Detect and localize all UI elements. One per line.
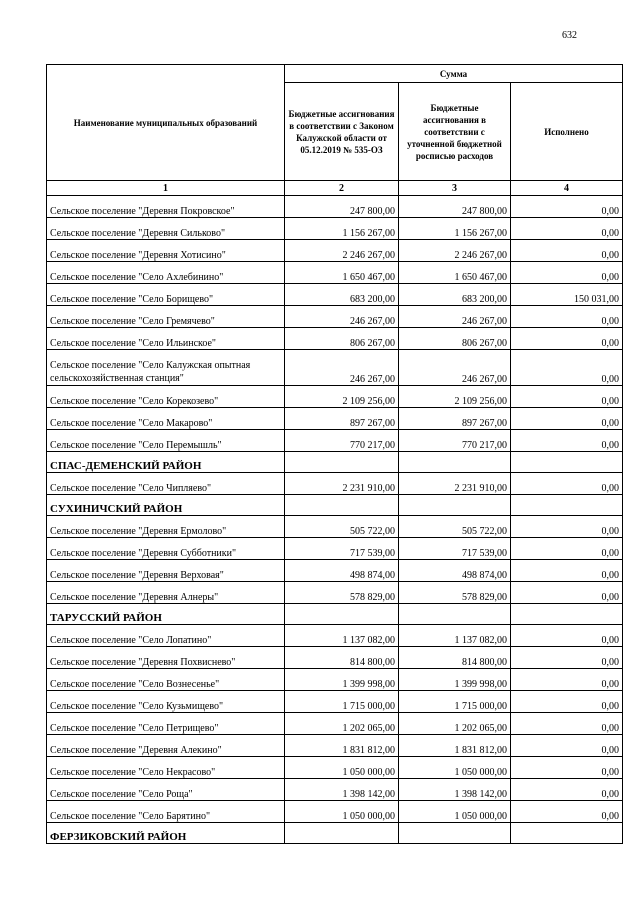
law-allocation-value: 247 800,00	[285, 196, 399, 218]
table-row	[47, 240, 623, 262]
law-allocation-value: 770 217,00	[285, 430, 399, 452]
district-name: СПАС-ДЕМЕНСКИЙ РАЙОН	[47, 452, 285, 473]
executed-value: 0,00	[511, 582, 623, 604]
header-name-column: Наименование муниципальных образований	[47, 65, 285, 181]
settlement-name: Сельское поселение "Село Калужская опытная сельскохозяйственная станция"	[47, 350, 285, 386]
executed-value: 0,00	[511, 350, 623, 386]
column-number-3: 3	[399, 181, 511, 196]
executed-value: 0,00	[511, 240, 623, 262]
law-allocation-value: 1 202 065,00	[285, 713, 399, 735]
empty-cell	[285, 823, 399, 844]
table-row	[47, 779, 623, 801]
district-name: СУХИНИЧСКИЙ РАЙОН	[47, 495, 285, 516]
law-allocation-value: 1 137 082,00	[285, 625, 399, 647]
settlement-name: Сельское поселение "Село Ахлебинино"	[47, 262, 285, 284]
empty-cell	[399, 604, 511, 625]
refined-allocation-value: 1 715 000,00	[399, 691, 511, 713]
table-row	[47, 516, 623, 538]
header-refined-allocations: Бюджетные ассигнования в соответствии с уточненной бюджетной росписью расходов	[399, 83, 511, 181]
refined-allocation-value: 1 399 998,00	[399, 669, 511, 691]
refined-allocation-value: 2 246 267,00	[399, 240, 511, 262]
refined-allocation-value: 246 267,00	[399, 350, 511, 386]
table-row	[47, 430, 623, 452]
law-allocation-value: 2 231 910,00	[285, 473, 399, 495]
refined-allocation-value: 770 217,00	[399, 430, 511, 452]
executed-value: 0,00	[511, 801, 623, 823]
table-row	[47, 582, 623, 604]
empty-cell	[285, 452, 399, 473]
refined-allocation-value: 1 831 812,00	[399, 735, 511, 757]
executed-value: 0,00	[511, 306, 623, 328]
district-name: ТАРУССКИЙ РАЙОН	[47, 604, 285, 625]
refined-allocation-value: 1 050 000,00	[399, 757, 511, 779]
executed-value: 0,00	[511, 538, 623, 560]
settlement-name: Сельское поселение "Деревня Верховая"	[47, 560, 285, 582]
refined-allocation-value: 1 050 000,00	[399, 801, 511, 823]
settlement-name: Сельское поселение "Село Перемышль"	[47, 430, 285, 452]
table-row	[47, 262, 623, 284]
refined-allocation-value: 246 267,00	[399, 306, 511, 328]
settlement-name: Сельское поселение "Село Чипляево"	[47, 473, 285, 495]
settlement-name: Сельское поселение "Деревня Алнеры"	[47, 582, 285, 604]
law-allocation-value: 578 829,00	[285, 582, 399, 604]
empty-cell	[399, 452, 511, 473]
refined-allocation-value: 2 109 256,00	[399, 386, 511, 408]
table-row	[47, 196, 623, 218]
law-allocation-value: 246 267,00	[285, 350, 399, 386]
refined-allocation-value: 1 398 142,00	[399, 779, 511, 801]
budget-table	[46, 64, 623, 844]
law-allocation-value: 1 398 142,00	[285, 779, 399, 801]
refined-allocation-value: 717 539,00	[399, 538, 511, 560]
refined-allocation-value: 505 722,00	[399, 516, 511, 538]
executed-value: 0,00	[511, 779, 623, 801]
executed-value: 0,00	[511, 196, 623, 218]
law-allocation-value: 498 874,00	[285, 560, 399, 582]
settlement-name: Сельское поселение "Деревня Ермолово"	[47, 516, 285, 538]
settlement-name: Сельское поселение "Село Некрасово"	[47, 757, 285, 779]
refined-allocation-value: 897 267,00	[399, 408, 511, 430]
table-row	[47, 647, 623, 669]
settlement-name: Сельское поселение "Деревня Покровское"	[47, 196, 285, 218]
header-law-allocations: Бюджетные ассигнования в соответствии с Законом Калужской области от 05.12.2019 № 535-ОЗ	[285, 83, 399, 181]
refined-allocation-value: 1 156 267,00	[399, 218, 511, 240]
table-row	[47, 757, 623, 779]
table-row	[47, 473, 623, 495]
empty-cell	[285, 495, 399, 516]
refined-allocation-value: 2 231 910,00	[399, 473, 511, 495]
table-row	[47, 328, 623, 350]
table-row	[47, 691, 623, 713]
law-allocation-value: 1 050 000,00	[285, 801, 399, 823]
refined-allocation-value: 498 874,00	[399, 560, 511, 582]
empty-cell	[285, 604, 399, 625]
settlement-name: Сельское поселение "Деревня Алекино"	[47, 735, 285, 757]
settlement-name: Сельское поселение "Село Кузьмищево"	[47, 691, 285, 713]
district-name: ФЕРЗИКОВСКИЙ РАЙОН	[47, 823, 285, 844]
table-row	[47, 284, 623, 306]
law-allocation-value: 683 200,00	[285, 284, 399, 306]
executed-value: 0,00	[511, 691, 623, 713]
executed-value: 0,00	[511, 218, 623, 240]
empty-cell	[511, 823, 623, 844]
empty-cell	[511, 495, 623, 516]
executed-value: 150 031,00	[511, 284, 623, 306]
table-body	[47, 196, 623, 844]
settlement-name: Сельское поселение "Деревня Хотисино"	[47, 240, 285, 262]
settlement-name: Сельское поселение "Село Вознесенье"	[47, 669, 285, 691]
executed-value: 0,00	[511, 328, 623, 350]
refined-allocation-value: 806 267,00	[399, 328, 511, 350]
executed-value: 0,00	[511, 430, 623, 452]
empty-cell	[511, 604, 623, 625]
executed-value: 0,00	[511, 473, 623, 495]
empty-cell	[511, 452, 623, 473]
table-row	[47, 218, 623, 240]
refined-allocation-value: 1 202 065,00	[399, 713, 511, 735]
table-row	[47, 713, 623, 735]
law-allocation-value: 2 109 256,00	[285, 386, 399, 408]
settlement-name: Сельское поселение "Село Корекозево"	[47, 386, 285, 408]
column-number-1: 1	[47, 181, 285, 196]
executed-value: 0,00	[511, 669, 623, 691]
settlement-name: Сельское поселение "Село Роща"	[47, 779, 285, 801]
table-row	[47, 801, 623, 823]
column-number-2: 2	[285, 181, 399, 196]
executed-value: 0,00	[511, 560, 623, 582]
column-number-4: 4	[511, 181, 623, 196]
table-row	[47, 350, 623, 386]
header-executed: Исполнено	[511, 83, 623, 181]
settlement-name: Сельское поселение "Село Лопатино"	[47, 625, 285, 647]
law-allocation-value: 814 800,00	[285, 647, 399, 669]
settlement-name: Сельское поселение "Село Петрищево"	[47, 713, 285, 735]
executed-value: 0,00	[511, 757, 623, 779]
district-header-row	[47, 495, 623, 516]
refined-allocation-value: 1 137 082,00	[399, 625, 511, 647]
law-allocation-value: 1 715 000,00	[285, 691, 399, 713]
settlement-name: Сельское поселение "Село Ильинское"	[47, 328, 285, 350]
refined-allocation-value: 247 800,00	[399, 196, 511, 218]
refined-allocation-value: 814 800,00	[399, 647, 511, 669]
law-allocation-value: 806 267,00	[285, 328, 399, 350]
empty-cell	[399, 823, 511, 844]
law-allocation-value: 1 831 812,00	[285, 735, 399, 757]
law-allocation-value: 505 722,00	[285, 516, 399, 538]
district-header-row	[47, 823, 623, 844]
table-row	[47, 560, 623, 582]
law-allocation-value: 1 399 998,00	[285, 669, 399, 691]
law-allocation-value: 1 650 467,00	[285, 262, 399, 284]
executed-value: 0,00	[511, 713, 623, 735]
district-header-row	[47, 604, 623, 625]
refined-allocation-value: 578 829,00	[399, 582, 511, 604]
settlement-name: Сельское поселение "Деревня Похвиснево"	[47, 647, 285, 669]
settlement-name: Сельское поселение "Деревня Субботники"	[47, 538, 285, 560]
table-row	[47, 538, 623, 560]
law-allocation-value: 897 267,00	[285, 408, 399, 430]
settlement-name: Сельское поселение "Село Борищево"	[47, 284, 285, 306]
settlement-name: Сельское поселение "Деревня Сильково"	[47, 218, 285, 240]
settlement-name: Сельское поселение "Село Макарово"	[47, 408, 285, 430]
settlement-name: Сельское поселение "Село Гремячево"	[47, 306, 285, 328]
law-allocation-value: 2 246 267,00	[285, 240, 399, 262]
table-row	[47, 735, 623, 757]
law-allocation-value: 1 050 000,00	[285, 757, 399, 779]
table-row	[47, 306, 623, 328]
settlement-name: Сельское поселение "Село Барятино"	[47, 801, 285, 823]
refined-allocation-value: 1 650 467,00	[399, 262, 511, 284]
table-row	[47, 625, 623, 647]
table-row	[47, 386, 623, 408]
table-row	[47, 669, 623, 691]
executed-value: 0,00	[511, 408, 623, 430]
table-row	[47, 408, 623, 430]
district-header-row	[47, 452, 623, 473]
header-sum: Сумма	[285, 65, 623, 83]
executed-value: 0,00	[511, 516, 623, 538]
executed-value: 0,00	[511, 386, 623, 408]
empty-cell	[399, 495, 511, 516]
page-number: 632	[562, 30, 577, 41]
executed-value: 0,00	[511, 647, 623, 669]
law-allocation-value: 1 156 267,00	[285, 218, 399, 240]
law-allocation-value: 246 267,00	[285, 306, 399, 328]
executed-value: 0,00	[511, 735, 623, 757]
refined-allocation-value: 683 200,00	[399, 284, 511, 306]
executed-value: 0,00	[511, 262, 623, 284]
executed-value: 0,00	[511, 625, 623, 647]
law-allocation-value: 717 539,00	[285, 538, 399, 560]
